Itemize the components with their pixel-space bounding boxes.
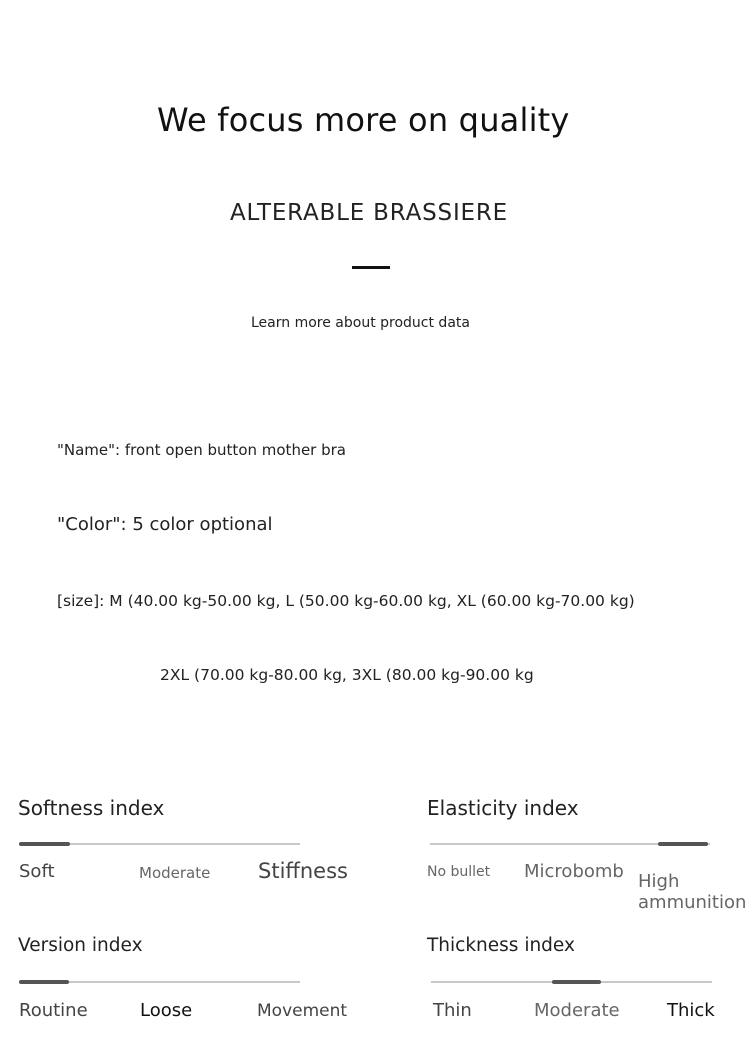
thickness-index-marker	[552, 980, 601, 984]
title-divider	[352, 266, 390, 269]
thickness-option-moderate: Moderate	[534, 1000, 620, 1021]
elasticity-option-no-bullet: No bullet	[427, 864, 491, 880]
page-headline: We focus more on quality	[157, 101, 570, 139]
thickness-option-thick: Thick	[667, 1000, 715, 1021]
spec-size-line-1: [size]: M (40.00 kg-50.00 kg, L (50.00 kg-60.00 kg, XL (60.00 kg-70.00 kg)	[57, 592, 635, 610]
version-index-title: Version index	[18, 935, 143, 956]
version-option-movement: Movement	[257, 1001, 348, 1021]
softness-option-stiffness: Stiffness	[258, 859, 348, 883]
softness-index-marker	[19, 842, 70, 846]
thickness-index-title: Thickness index	[427, 935, 575, 956]
thickness-option-thin: Thin	[433, 1000, 472, 1021]
version-option-routine: Routine	[19, 1000, 88, 1021]
elasticity-index-track	[430, 843, 710, 845]
version-option-loose: Loose	[140, 1000, 193, 1021]
elasticity-index-marker	[658, 842, 708, 846]
spec-name: "Name": front open button mother bra	[57, 441, 346, 459]
spec-size-line-2: 2XL (70.00 kg-80.00 kg, 3XL (80.00 kg-90.00 kg	[160, 666, 534, 684]
elasticity-option-microbomb: Microbomb	[524, 861, 624, 882]
version-index-track	[19, 981, 300, 983]
elasticity-index-title: Elasticity index	[427, 796, 579, 820]
spec-color: "Color": 5 color optional	[57, 514, 273, 535]
elasticity-option-high-ammunition: High ammunition	[638, 871, 747, 913]
softness-option-soft: Soft	[19, 861, 55, 882]
softness-index-title: Softness index	[18, 796, 165, 820]
softness-option-moderate: Moderate	[139, 864, 211, 882]
thickness-index-track	[431, 981, 712, 983]
softness-index-track	[19, 843, 300, 845]
learn-more-text: Learn more about product data	[251, 315, 470, 331]
version-index-marker	[19, 980, 69, 984]
product-title: ALTERABLE BRASSIERE	[230, 200, 508, 226]
